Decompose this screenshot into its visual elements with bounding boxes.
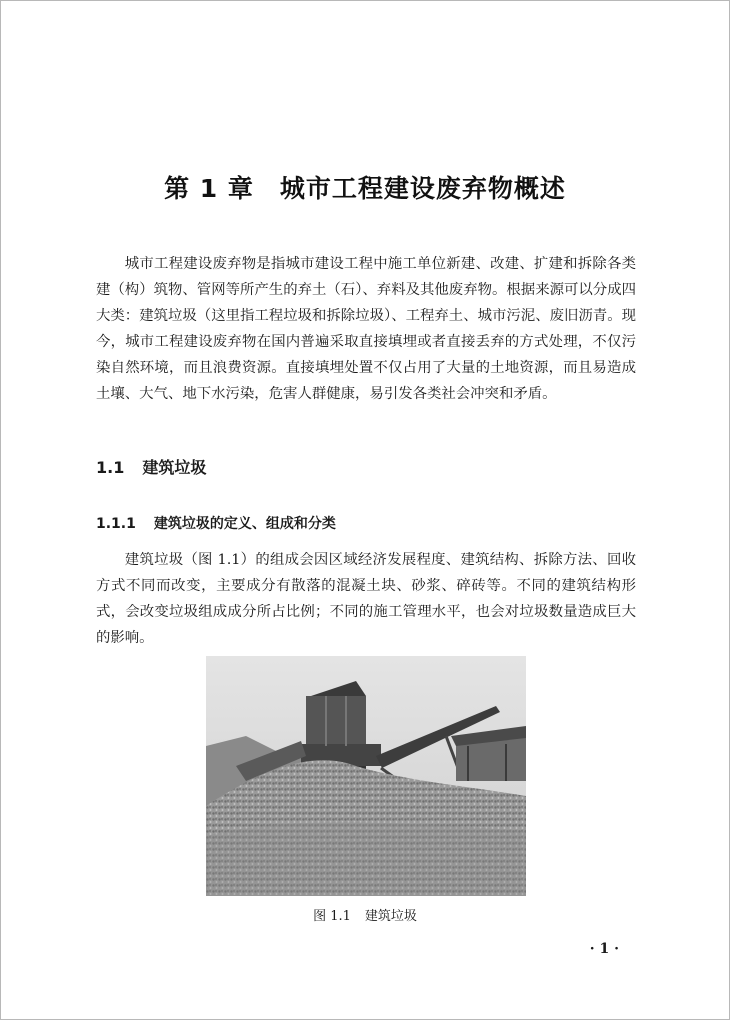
- section-title: 建筑垃圾: [142, 458, 207, 477]
- figure-caption: [1, 905, 729, 924]
- section-heading-1-1: [96, 455, 206, 478]
- intro-paragraph: 城市工程建设废弃物是指城市建设工程中施工单位新建、改建、扩建和拆除各类建（构）筑物、管网等所产生的弃土（石）、弃料及其他废弃物。根据来源可以分成四大类：建筑垃圾（这里指工程垃圾和拆除垃圾）、工程弃土、城市污泥、废旧沥青。现今，城市工程建设废弃物在国内普遍采取直接填埋或者直接丢弃的方式处理，不仅污染自然环境，而且浪费资源。直接填埋处置不仅占用了大量的土地资源，而且易造成土壤、大气、地下水污染，危害人群健康，易引发各类社会冲突和矛盾。: [96, 256, 636, 402]
- page-number: · 1 ·: [589, 941, 619, 957]
- chapter-title: [1, 169, 729, 205]
- construction-waste-photo: [206, 656, 526, 896]
- chapter-title-text: 城市工程建设废弃物概述: [279, 174, 566, 203]
- subsection-number: 1.1.1: [96, 516, 136, 532]
- subsection-title: 建筑垃圾的定义、组成和分类: [153, 516, 336, 532]
- figure-caption-text: 建筑垃圾: [364, 909, 417, 924]
- subsection-paragraph: 建筑垃圾（图 1.1）的组成会因区域经济发展程度、建筑结构、拆除方法、回收方式不同而改变，主要成分有散落的混凝土块、砂浆、碎砖等。不同的建筑结构形式，会改变垃圾组成成分所占比例；不同的施工管理水平，也会对垃圾数量造成巨大的影响。: [96, 552, 636, 646]
- chapter-number: 第 1 章: [164, 174, 254, 203]
- construction-waste-photo-icon: [206, 656, 526, 896]
- subsection-heading-1-1-1: [96, 513, 336, 533]
- section-number: 1.1: [96, 458, 125, 477]
- figure-number: 图 1.1: [313, 909, 351, 924]
